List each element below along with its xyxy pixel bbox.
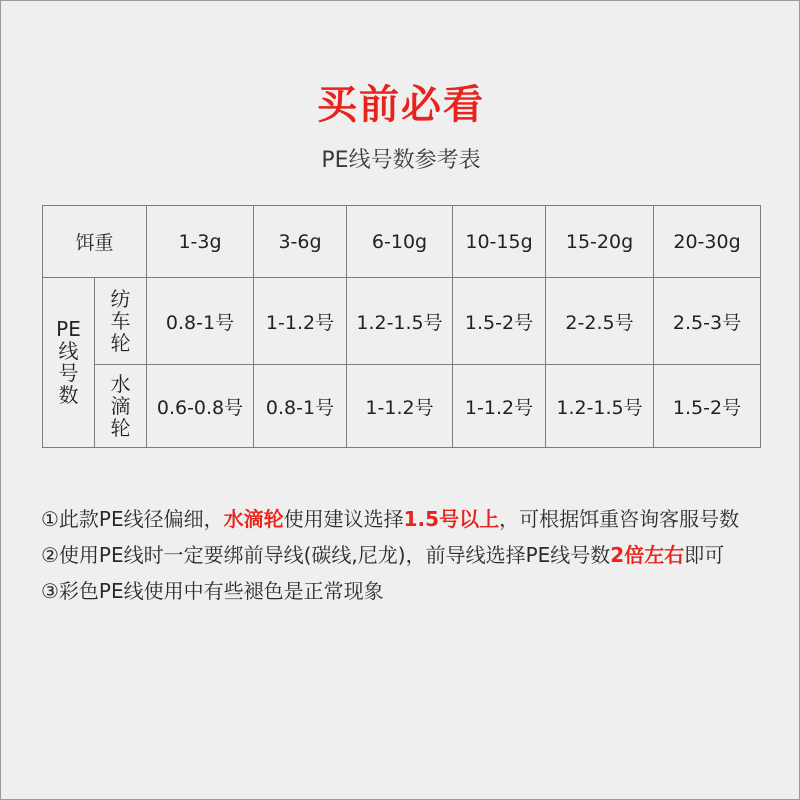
note-2: ②使用PE线时一定要绑前导线(碳线,尼龙)，前导线选择PE线号数2倍左右即可 xyxy=(41,543,725,567)
value-cell: 1.5-2号 xyxy=(453,278,546,365)
value-cell: 1.5-2号 xyxy=(654,365,761,448)
value-cell: 1-1.2号 xyxy=(347,365,453,448)
value-cell: 0.8-1号 xyxy=(147,278,254,365)
note-1: ①此款PE线径偏细，水滴轮使用建议选择1.5号以上，可根据饵重咨询客服号数 xyxy=(41,507,740,531)
note-highlight: 水滴轮 xyxy=(223,507,284,531)
weight-cell: 10-15g xyxy=(453,206,546,278)
note-3: ③彩色PE线使用中有些褪色是正常现象 xyxy=(41,579,384,603)
row-label: 纺 车 轮 xyxy=(110,286,131,355)
row-label-cell xyxy=(95,365,147,448)
note-highlight: 1.5号以上 xyxy=(403,507,500,531)
value-cell: 2.5-3号 xyxy=(654,278,761,365)
group-label-cell xyxy=(43,278,95,448)
value-cell: 1.2-1.5号 xyxy=(546,365,654,448)
weight-cell: 6-10g xyxy=(347,206,453,278)
page-title: 买前必看 xyxy=(317,82,485,128)
pe-line-reference-table xyxy=(42,205,761,448)
weight-cell: 20-30g xyxy=(654,206,761,278)
corner-cell: 饵重 xyxy=(43,206,147,278)
row-label-cell xyxy=(95,278,147,365)
table-header-row xyxy=(43,206,761,278)
value-cell: 2-2.5号 xyxy=(546,278,654,365)
weight-cell: 3-6g xyxy=(254,206,347,278)
note-highlight: 2倍左右 xyxy=(610,543,685,567)
group-label: PE 线 号 数 xyxy=(56,317,81,407)
weight-cell: 1-3g xyxy=(147,206,254,278)
row-label: 水 滴 轮 xyxy=(110,371,131,440)
value-cell: 1.2-1.5号 xyxy=(347,278,453,365)
table-row-spinning-reel xyxy=(43,278,761,365)
value-cell: 1-1.2号 xyxy=(453,365,546,448)
value-cell: 1-1.2号 xyxy=(254,278,347,365)
weight-cell: 15-20g xyxy=(546,206,654,278)
table-row-baitcasting-reel xyxy=(43,365,761,448)
page-subtitle: PE线号数参考表 xyxy=(321,148,481,173)
value-cell: 0.8-1号 xyxy=(254,365,347,448)
notes-section xyxy=(41,501,771,609)
value-cell: 0.6-0.8号 xyxy=(147,365,254,448)
